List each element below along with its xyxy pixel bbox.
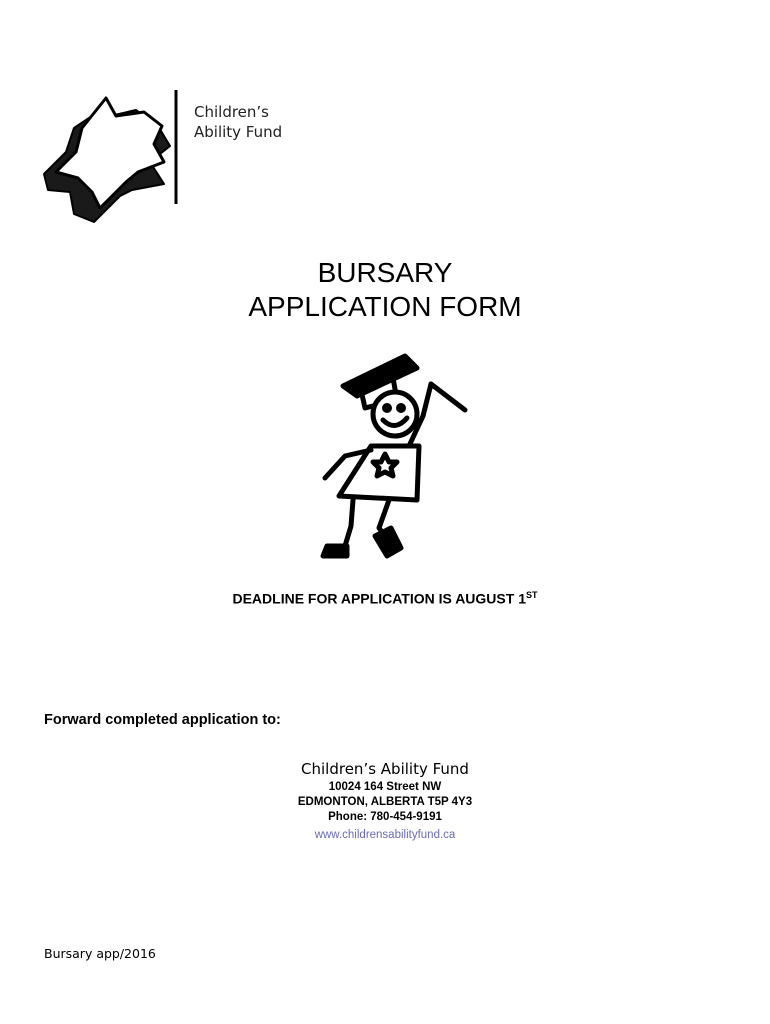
footer-note: Bursary app/2016: [44, 946, 156, 961]
website-link[interactable]: www.childrensabilityfund.ca: [314, 829, 456, 841]
title-line-2: APPLICATION FORM: [248, 291, 522, 322]
mailing-address: [0, 758, 770, 843]
title-line-1: BURSARY: [317, 257, 453, 288]
address-street: 10024 164 Street NW: [328, 781, 442, 793]
star-logo-icon: [40, 86, 200, 236]
logo-line-2: Ability Fund: [194, 123, 283, 141]
forward-label: Forward completed application to:: [44, 712, 281, 728]
address-phone: Phone: 780-454-9191: [328, 811, 442, 823]
graduate-child-illustration: [305, 350, 475, 565]
deadline-notice: [0, 590, 770, 607]
address-city: EDMONTON, ALBERTA T5P 4Y3: [297, 796, 473, 808]
deadline-text: DEADLINE FOR APPLICATION IS AUGUST 1: [232, 590, 526, 607]
logo-line-1: Children’s: [194, 103, 269, 121]
organization-logo: [40, 86, 290, 236]
logo-text: [194, 102, 282, 142]
deadline-sup: ST: [525, 590, 538, 600]
graduate-child-drawing: [305, 350, 475, 565]
address-org: Children’s Ability Fund: [301, 760, 469, 778]
page-title: [0, 256, 770, 324]
